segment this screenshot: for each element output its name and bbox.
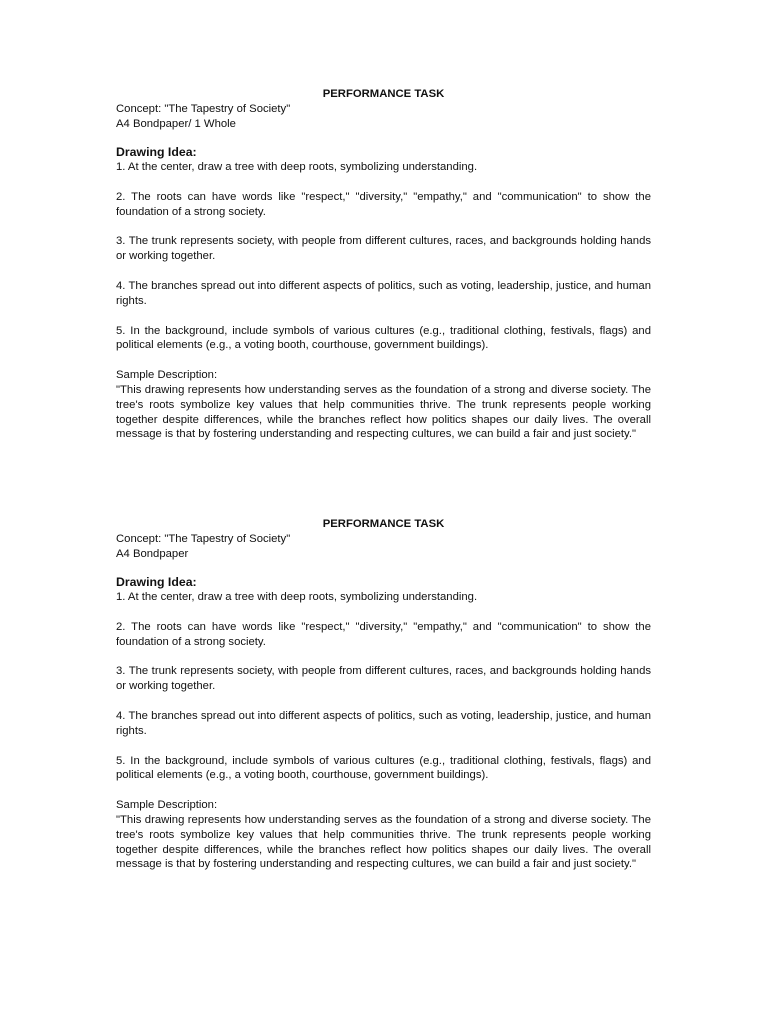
sample-description-label: Sample Description: [116,799,218,812]
concept-line: Concept: "The Tapestry of Society" [116,533,291,545]
task-title: PERFORMANCE TASK [322,88,445,100]
sample-description-text: "This drawing represents how understanding serves as the foundation of a strong and diverse society. The tree's roots symbolize key values that help communities thrive. The trunk represents people working together despite differences, while the branches reflect how politics shapes our daily lives. The overall message is that by fostering understanding and respecting cultures, we can build a fair and just society." [116,813,651,871]
drawing-idea-item: 5. In the background, include symbols of various cultures (e.g., traditional clothing, festivals, flags) and political elements (e.g., a voting booth, courthouse, government buildings). [116,324,651,352]
drawing-idea-item: 2. The roots can have words like "respect," "diversity," "empathy," and "communication" to show the foundation of a strong society. [116,190,651,218]
paper-line: A4 Bondpaper/ 1 Whole [116,118,236,130]
drawing-idea-item: 2. The roots can have words like "respect," "diversity," "empathy," and "communication" to show the foundation of a strong society. [116,620,651,648]
drawing-idea-item: 4. The branches spread out into different aspects of politics, such as voting, leadership, justice, and human rights. [116,709,651,737]
performance-task-section [116,87,651,442]
drawing-idea-heading: Drawing Idea: [116,145,197,159]
drawing-idea-item: 1. At the center, draw a tree with deep roots, symbolizing understanding. [116,591,478,603]
drawing-idea-item: 1. At the center, draw a tree with deep roots, symbolizing understanding. [116,161,478,173]
sample-description-text: "This drawing represents how understanding serves as the foundation of a strong and diverse society. The tree's roots symbolize key values that help communities thrive. The trunk represents people working together despite differences, while the branches reflect how politics shapes our daily lives. The overall message is that by fostering understanding and respecting cultures, we can build a fair and just society." [116,383,651,441]
task-title: PERFORMANCE TASK [322,518,445,530]
drawing-idea-item: 3. The trunk represents society, with people from different cultures, races, and backgrounds holding hands or working together. [116,235,651,263]
performance-task-section [116,517,651,872]
drawing-idea-item: 3. The trunk represents society, with people from different cultures, races, and backgrounds holding hands or working together. [116,665,651,693]
drawing-idea-item: 4. The branches spread out into different aspects of politics, such as voting, leadership, justice, and human rights. [116,279,651,307]
drawing-idea-heading: Drawing Idea: [116,575,197,589]
drawing-idea-item: 5. In the background, include symbols of various cultures (e.g., traditional clothing, festivals, flags) and political elements (e.g., a voting booth, courthouse, government buildings). [116,754,651,782]
sample-description-label: Sample Description: [116,369,218,382]
concept-line: Concept: "The Tapestry of Society" [116,103,291,115]
paper-line: A4 Bondpaper [116,548,189,560]
